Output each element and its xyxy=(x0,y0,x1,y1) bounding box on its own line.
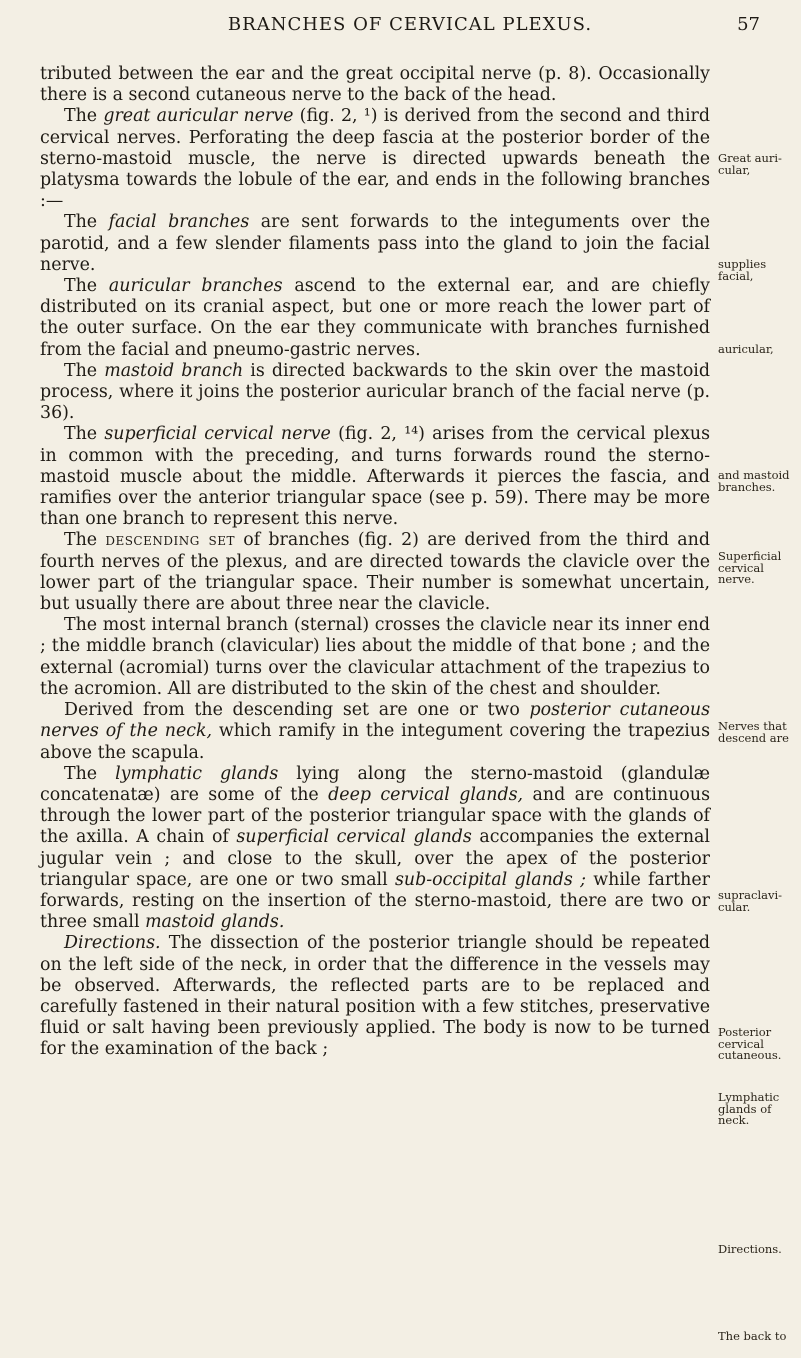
text-run: The xyxy=(64,530,106,551)
text-run: of branches (fig. 2) are derived from the third and fourth nerves of the plexus, and are directed towards the clavicle over the lower part of the triangular space. Their number is somewhat uncertain, but usually there are about three near the clavicle. xyxy=(40,530,710,615)
running-title: BRANCHES OF CERVICAL PLEXUS. xyxy=(227,14,593,35)
text-run: which ramify in the integument covering the trapezius above the scapula. xyxy=(40,721,710,763)
text-run: The xyxy=(64,763,116,784)
paragraph xyxy=(40,64,710,106)
text-run: are sent forwards to the integuments over the parotid, and a few slender filaments pass into the gland to join the facial nerve. xyxy=(40,212,710,275)
text-run: The most internal branch (sternal) crosses the clavicle near its inner end ; the middle branch (clavicular) lies about the middle of that bone ; and the external (acromial) turns over the clavicular attachment of the trapezius to the acromion. All are distributed to the skin of the chest and shoulder. xyxy=(40,615,710,699)
sidenote: Posterior cervical cutaneous. xyxy=(718,1025,782,1062)
paragraph xyxy=(40,361,710,425)
italic-term: sub-occipital glands ; xyxy=(394,869,586,890)
text-run: and are continuous through the lower part of the posterior triangular space with the glands of the axilla. A chain of xyxy=(40,784,710,848)
italic-term: Directions. xyxy=(64,933,161,954)
italic-term: mastoid branch xyxy=(104,360,244,381)
text-run: accompanies the external jugular vein ; and close to the skull, over the apex of the posterior triangular space, are one or two small xyxy=(40,827,710,890)
text-run: ascend to the external ear, and are chiefly distributed on its cranial aspect, but one or more reach the lower part of the outer surface. On the ear they communicate with branches furnished from the facial and pneumo-gastric nerves. xyxy=(40,276,711,360)
italic-term: great auricular nerve xyxy=(103,106,294,127)
page-number: 57 xyxy=(737,14,760,35)
paragraph xyxy=(40,764,710,934)
paragraph xyxy=(40,424,710,530)
text-run: (fig. 2, ¹) is derived from the second and third cervical nerves. Perforating the deep fascia at the posterior border of the sterno-mastoid muscle, the nerve is directed upwards beneath the platysma towards the lobule of the ear, and ends in the following branches :— xyxy=(40,106,710,212)
text-run: is directed backwards to the skin over the mastoid process, where it joins the posterior auricular branch of the facial nerve (p. 36). xyxy=(40,360,710,424)
italic-term: auricular branches xyxy=(108,276,283,297)
sidenote: The back to xyxy=(718,1329,787,1343)
text-run: The dissection of the posterior triangle should be repeated on the left side of the neck, in order that the difference in the vessels may be observed. Afterwards, the reflected parts are to be replaced and carefully fastened in their natural position with a few stitches, preservative fluid or salt having been previously applied. The body is now to be turned for the examination of the back ; xyxy=(40,933,710,1060)
text-run: The xyxy=(64,424,105,445)
paragraph xyxy=(40,276,710,361)
paragraph xyxy=(40,530,710,615)
italic-term: superficial cervical glands xyxy=(236,827,472,848)
paragraph xyxy=(40,106,710,212)
italic-term: facial branches xyxy=(108,212,250,233)
sidenote: auricular, xyxy=(718,342,774,356)
sidenote: supraclavi-cular. xyxy=(718,888,783,914)
text-run: (fig. 2, ¹⁴) arises from the cervical plexus in common with the preceding, and turns forwards round the sterno-mastoid muscle about the middle. Afterwards it pierces the fascia, and ramifies over the anterior triangular space (see p. 59). There may be more than one branch to represent this nerve. xyxy=(40,424,711,530)
italic-term: lymphatic glands xyxy=(115,763,279,784)
italic-term: mastoid glands. xyxy=(145,912,285,933)
sidenote: Nerves that descend are xyxy=(718,719,789,745)
paragraph xyxy=(40,615,710,700)
sidenote: and mastoid branches. xyxy=(718,468,790,494)
italic-term: posterior cutaneous nerves of the neck, xyxy=(40,700,710,742)
text-run: while farther forwards, resting on the insertion of the sterno-mastoid, there are two or three small xyxy=(40,869,710,933)
body-text xyxy=(40,64,710,1061)
text-run: The xyxy=(64,212,109,233)
paragraph xyxy=(40,700,710,764)
page-header xyxy=(40,8,760,38)
text-run: The xyxy=(64,360,105,381)
text-run: tributed between the ear and the great occipital nerve (p. 8). Occasionally there is a second cutaneous nerve to the back of the head. xyxy=(40,64,710,106)
text-run: lying along the sterno-mastoid (glandulæ concatenatæ) are some of the xyxy=(40,763,711,805)
text-run: The xyxy=(64,106,104,127)
sidenote: Lymphatic glands of neck. xyxy=(718,1090,780,1127)
small-caps-term: descending set xyxy=(105,530,236,551)
text-run: The xyxy=(64,276,109,297)
text-run: Derived from the descending set are one or two xyxy=(64,700,530,721)
sidenote: Directions. xyxy=(718,1242,782,1256)
paragraph xyxy=(40,933,710,1060)
sidenote: Great auri-cular, xyxy=(718,151,782,177)
sidenote: supplies facial, xyxy=(718,257,767,283)
italic-term: superficial cervical nerve xyxy=(104,424,331,445)
sidenote: Superficial cervical nerve. xyxy=(718,549,782,586)
italic-term: deep cervical glands, xyxy=(328,784,524,805)
paragraph xyxy=(40,212,710,276)
